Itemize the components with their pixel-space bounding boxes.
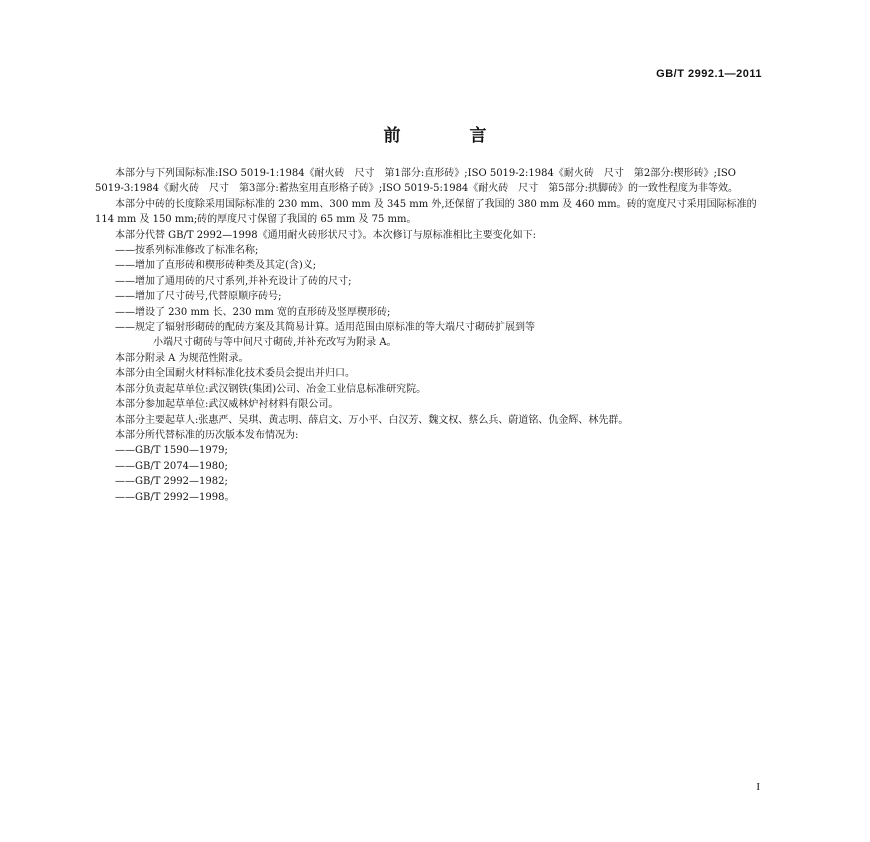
change-item: ——按系列标准修改了标准名称; (115, 245, 259, 257)
page-number: I (756, 781, 760, 793)
change-item-line: 小端尺寸砌砖与等中间尺寸砌砖,并补充改写为附录 A。 (153, 337, 397, 349)
change-item: ——增加了直形砖和楔形砖种类及其定(含)义; (115, 260, 317, 272)
paragraph-iso-equivalence: 本部分与下列国际标准:ISO 5019-1:1984《耐火砖 尺寸 第1部分:直形砖》;ISO 5019-2:1984《耐火砖 尺寸 第2部分:楔形砖》;ISO 5019-3:1984《耐火砖 尺寸 第3部分:蓄热室用直形格子砖》;ISO 5019-5:1984《耐火砖 尺寸 第5部分:拱脚砖》的一致性程度为非等效。 (95, 168, 739, 195)
foreword-body (95, 166, 760, 505)
paragraph-participating-unit: 本部分参加起草单位:武汉威林炉衬材料有限公司。 (115, 399, 339, 411)
history-item: ——GB/T 2074—1980; (115, 460, 228, 472)
paragraph-committee: 本部分由全国耐火材料标准化技术委员会提出并归口。 (115, 368, 355, 380)
paragraph-history-intro: 本部分所代替标准的历次版本发布情况为: (115, 429, 299, 441)
history-item: ——GB/T 1590—1979; (115, 445, 228, 457)
paragraph-brick-dimensions: 本部分中砖的长度除采用国际标准的 230 mm、300 mm 及 345 mm 外,还保留了我国的 380 mm 及 460 mm。砖的宽度尺寸采用国际标准的 114 mm 及 150 mm;砖的厚度尺寸保留了我国的 65 mm 及 75 mm。 (95, 198, 757, 226)
page-title: 前 言 (383, 126, 513, 146)
change-item: ——增加了通用砖的尺寸系列,并补充设计了砖的尺寸; (115, 275, 352, 287)
paragraph-drafting-unit: 本部分负责起草单位:武汉钢铁(集团)公司、冶金工业信息标准研究院。 (115, 383, 427, 395)
paragraph-drafters: 本部分主要起草人:张惠严、吴琪、黄志明、薛启文、万小平、白汉芳、魏文权、蔡么兵、蔚道铭、仇金辉、林先群。 (115, 414, 629, 426)
change-item: ——增设了 230 mm 长、230 mm 宽的直形砖及竖厚楔形砖; (115, 306, 391, 318)
standard-code: GB/T 2992.1—2011 (656, 68, 762, 80)
paragraph-replacement: 本部分代替 GB/T 2992—1998《通用耐火砖形状尺寸》。本次修订与原标准相比主要变化如下: (115, 229, 537, 241)
change-item: ——增加了尺寸砖号,代替原顺序砖号; (115, 291, 282, 303)
history-item: ——GB/T 2992—1998。 (115, 491, 235, 503)
paragraph-annex: 本部分附录 A 为规范性附录。 (115, 352, 249, 364)
history-item: ——GB/T 2992—1982; (115, 476, 228, 488)
change-item-radial (95, 320, 760, 351)
change-item-line: ——规定了辐射形砌砖的配砖方案及其简易计算。适用范围由原标准的等大端尺寸砌砖扩展到等 (115, 322, 535, 334)
